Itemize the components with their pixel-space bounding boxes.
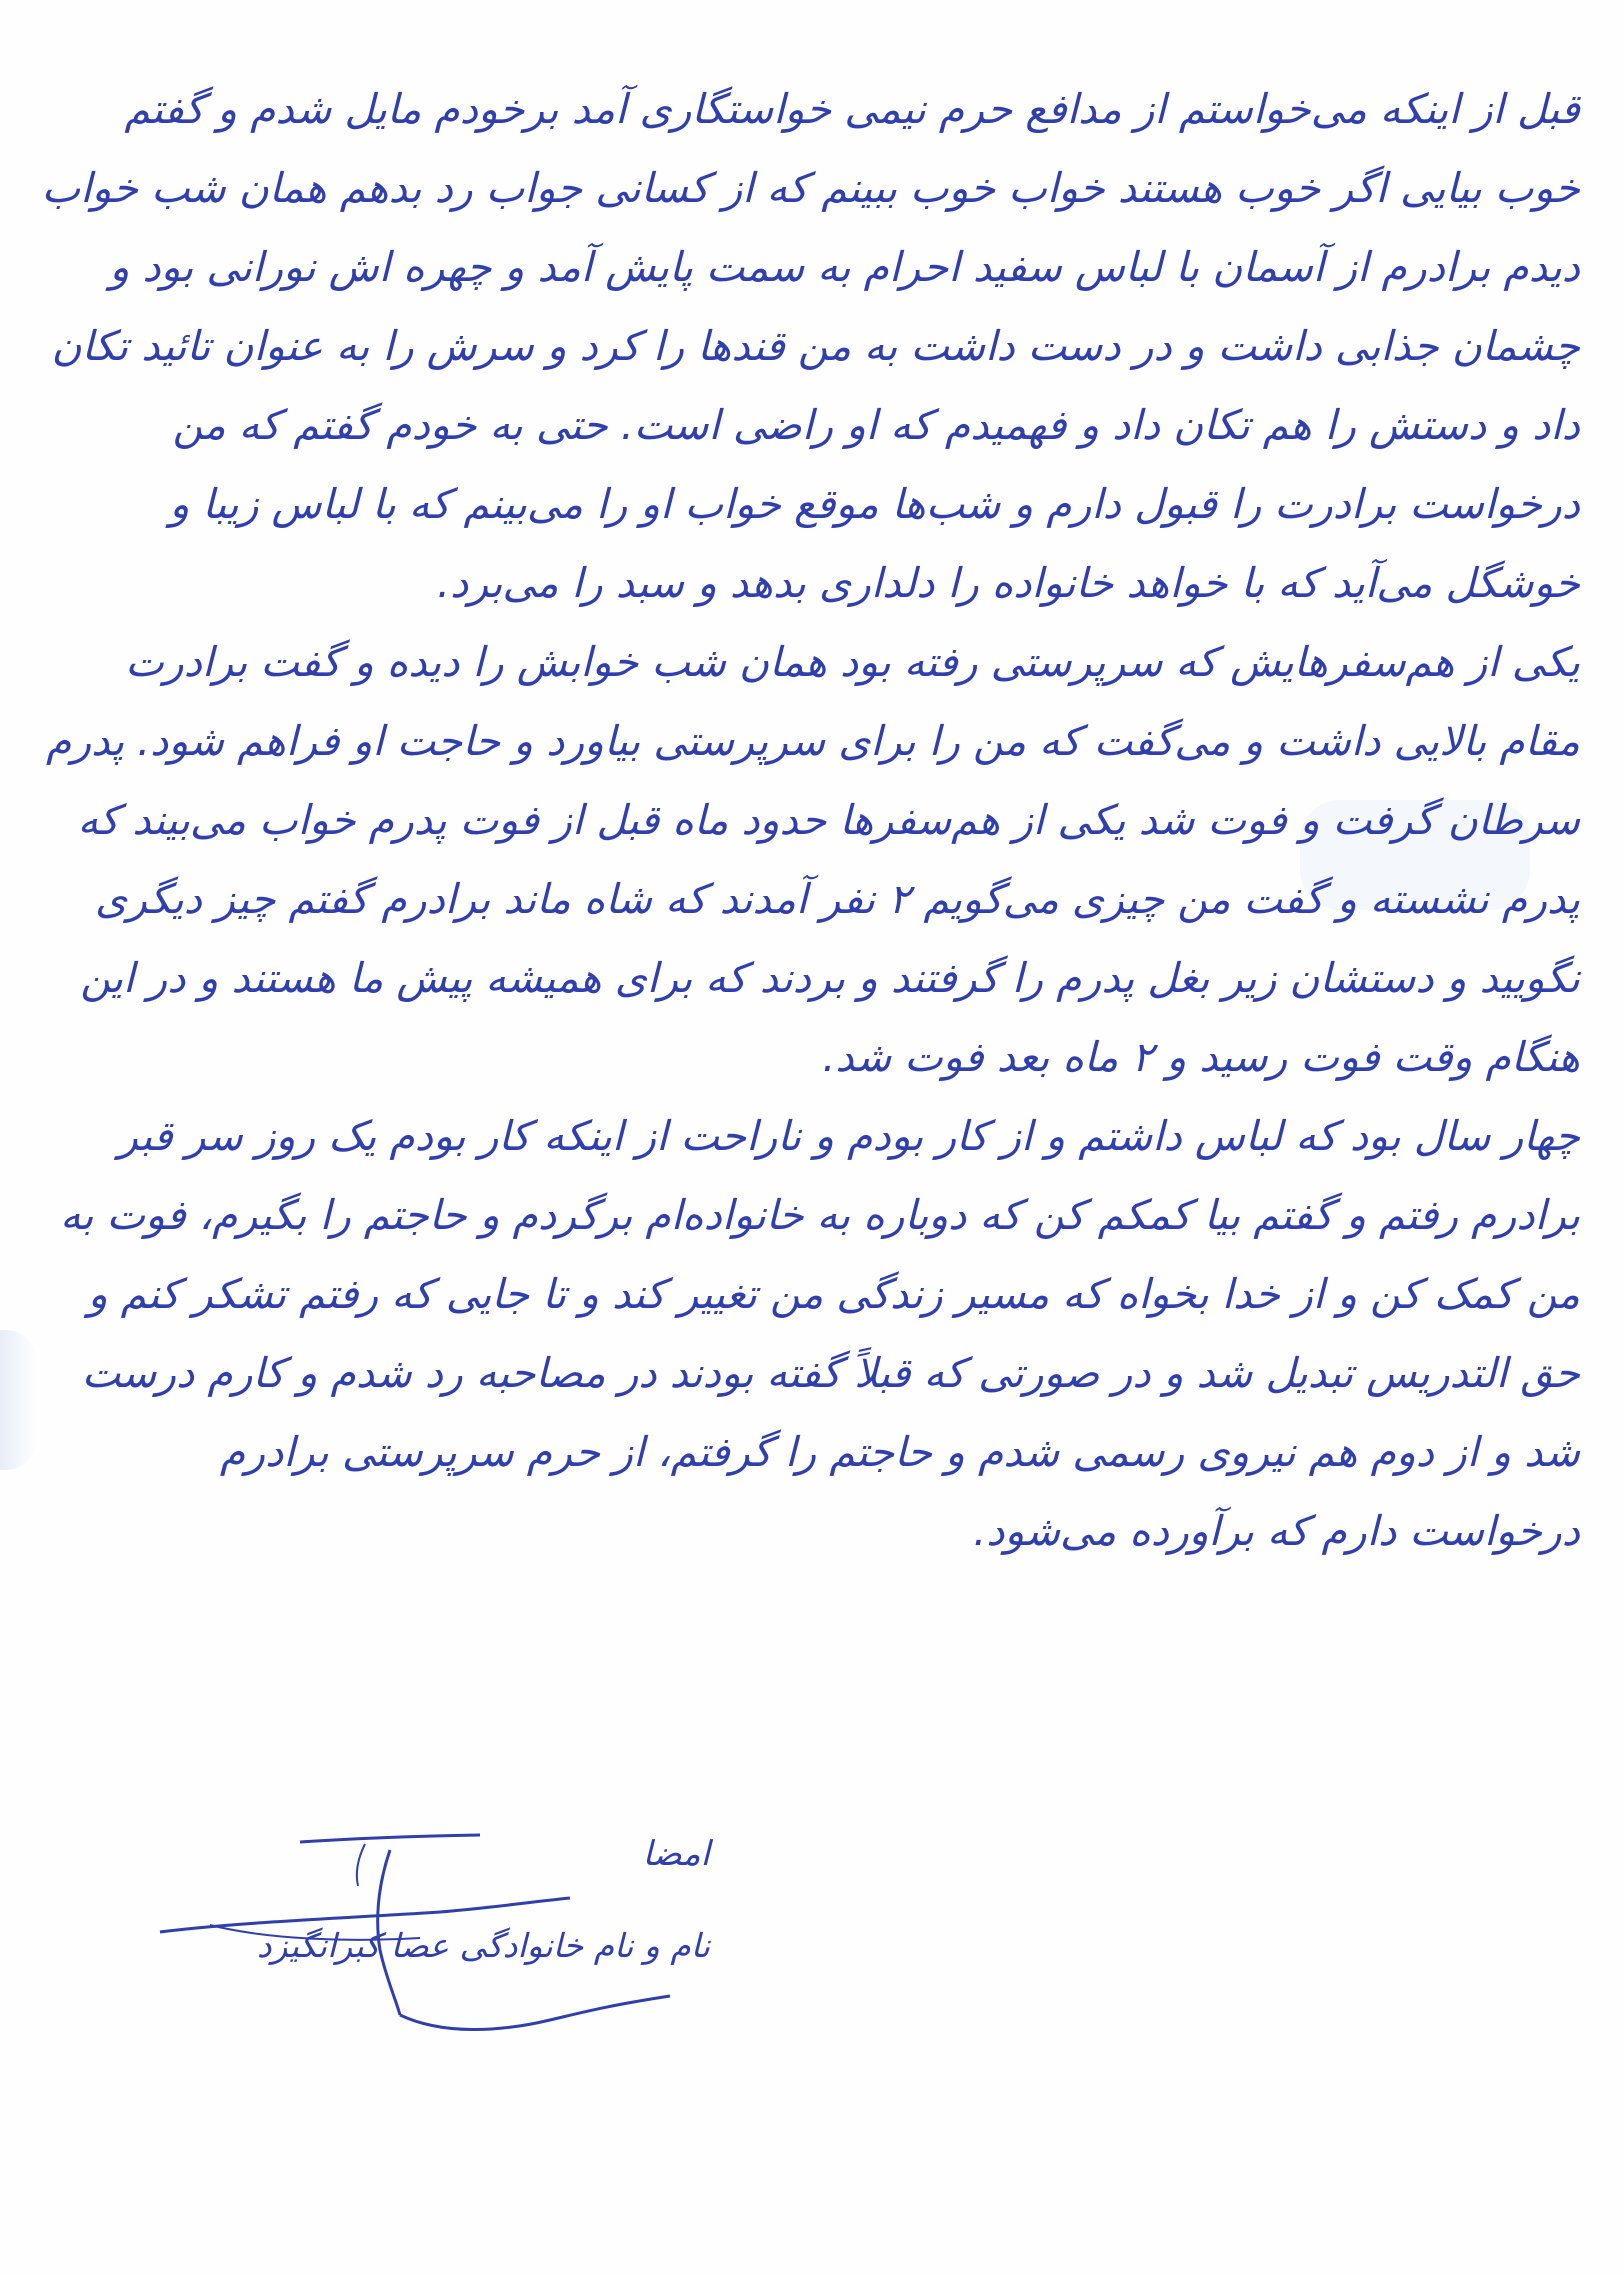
- letter-paragraph-1: قبل از اینکه می‌خواستم از مدافع حرم نیمی خواستگاری آمد برخودم مایل شدم و گفتم خوب بیایی اگر خوب هستند خواب خوب ببینم که از کسانی جواب رد بدهم همان شب خواب دیدم برادرم از آسمان با لباس سفید احرام به سمت پایش آمد و چهره اش نورانی بود و چشمان جذابی داشت و در دست داشت به من قندها را کرد و سرش را به عنوان تائید تکان داد و دستش را هم تکان داد و فهمیدم که او راضی است. حتی به خودم گفتم که من درخواست برادرت را قبول دارم و شب‌ها موقع خواب او را می‌بینم که با لباس زیبا و خوشگل می‌آید که با خواهد خانواده را دلداری بدهد و سبد را می‌برد.: [41, 85, 1580, 607]
- signature-name: نام و نام خانوادگی عصا کبرانگیزد: [256, 1926, 710, 1965]
- letter-paragraph-2: یکی از هم‌سفرهایش که سرپرستی رفته بود همان شب خوابش را دیده و گفت برادرت مقام بالایی داشت و می‌گفت که من را برای سرپرستی بیاورد و حاجت او فراهم شود. پدرم سرطان گرفت و فوت شد یکی از هم‌سفرها حدود ماه قبل از فوت پدرم خواب می‌بیند که پدرم نشسته و گفت من چیزی می‌گویم ۲ نفر آمدند که شاه ماند برادرم گفتم چیز دیگری نگویید و دستشان زیر بغل پدرم را گرفتند و بردند که برای همیشه پیش ما هستند و در این هنگام وقت فوت رسید و ۲ ماه بعد فوت شد.: [46, 638, 1580, 1081]
- letter-paragraph-3: چهار سال بود که لباس داشتم و از کار بودم و ناراحت از اینکه کار بودم یک روز سر قبر برادرم رفتم و گفتم بیا کمکم کن که دوباره به خانواده‌ام برگردم و حاجتم را بگیرم، فوت به من کمک کن و از خدا بخواه که مسیر زندگی من تغییر کند و تا جایی که رفتم تشکر کنم و حق التدریس تبدیل شد و در صورتی که قبلاً گفته بودند در مصاحبه رد شدم و کارم درست شد و از دوم هم نیروی رسمی شدم و حاجتم را گرفتم، از حرم سرپرستی برادرم درخواست دارم که برآورده می‌شود.: [60, 1112, 1580, 1555]
- paper-edge-mark: [0, 1330, 36, 1470]
- handwritten-letter: [40, 70, 1580, 1571]
- signature-label: امضا: [642, 1834, 710, 1874]
- signature-block: [150, 1830, 710, 2060]
